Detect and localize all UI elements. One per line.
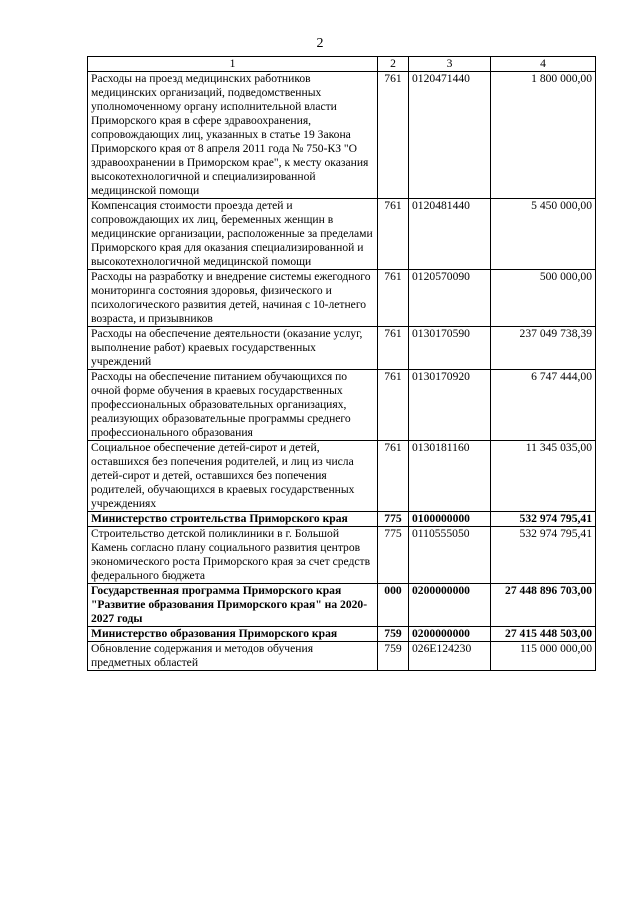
row-name: Расходы на проезд медицинских работников медицинских организаций, подведомственных уполномоченному органу исполнительной власти Приморского края в сфере здравоохранения, сопровождающих лиц, указанных в статье 19 Закона Приморского края от 8 апреля 2011 года № 750-КЗ "О здравоохранении в Приморском крае", к месту оказания высокотехнологичной и специализированной медицинской помощи — [88, 72, 378, 199]
row-code: 026E124230 — [409, 642, 491, 671]
table-row-section — [88, 512, 596, 527]
row-amount: 532 974 795,41 — [491, 527, 596, 584]
row-name: Компенсация стоимости проезда детей и сопровождающих их лиц, беременных женщин в медицинские организации, расположенные за пределами Приморского края для оказания специализированной и высокотехнологичной медицинской помощи — [88, 199, 378, 270]
row-ved: 761 — [378, 327, 409, 370]
row-code: 0130170920 — [409, 370, 491, 441]
row-amount: 1 800 000,00 — [491, 72, 596, 199]
row-name: Министерство образования Приморского края — [88, 627, 378, 642]
row-ved: 759 — [378, 627, 409, 642]
table-row — [88, 327, 596, 370]
row-ved: 759 — [378, 642, 409, 671]
row-amount: 6 747 444,00 — [491, 370, 596, 441]
column-header-ved: 2 — [378, 57, 409, 72]
row-ved: 775 — [378, 527, 409, 584]
table-row — [88, 527, 596, 584]
table-row — [88, 199, 596, 270]
row-code: 0120570090 — [409, 270, 491, 327]
row-name: Строительство детской поликлиники в г. Большой Камень согласно плану социального развития центров экономического роста Приморского края за счет средств федерального бюджета — [88, 527, 378, 584]
row-name: Расходы на обеспечение деятельности (оказание услуг, выполнение работ) краевых государственных учреждений — [88, 327, 378, 370]
row-code: 0130170590 — [409, 327, 491, 370]
row-amount: 11 345 035,00 — [491, 441, 596, 512]
budget-table — [87, 56, 596, 671]
table-row — [88, 72, 596, 199]
table-row — [88, 270, 596, 327]
row-name: Расходы на разработку и внедрение системы ежегодного мониторинга состояния здоровья, физического и психологического развития детей, начиная с 10-летнего возраста, и призывников — [88, 270, 378, 327]
row-code: 0200000000 — [409, 584, 491, 627]
row-code: 0130181160 — [409, 441, 491, 512]
table-row-section — [88, 584, 596, 627]
row-ved: 761 — [378, 72, 409, 199]
row-amount: 500 000,00 — [491, 270, 596, 327]
row-name: Государственная программа Приморского края "Развитие образования Приморского края" на 2020-2027 годы — [88, 584, 378, 627]
page-number: 2 — [316, 36, 324, 51]
table-row — [88, 370, 596, 441]
column-header-code: 3 — [409, 57, 491, 72]
row-name: Министерство строительства Приморского края — [88, 512, 378, 527]
row-amount: 237 049 738,39 — [491, 327, 596, 370]
row-ved: 000 — [378, 584, 409, 627]
row-ved: 761 — [378, 441, 409, 512]
row-code: 0120471440 — [409, 72, 491, 199]
row-amount: 5 450 000,00 — [491, 199, 596, 270]
row-code: 0200000000 — [409, 627, 491, 642]
row-ved: 761 — [378, 270, 409, 327]
table-row-section — [88, 627, 596, 642]
row-amount: 27 415 448 503,00 — [491, 627, 596, 642]
table-row — [88, 642, 596, 671]
table-row — [88, 441, 596, 512]
row-name: Расходы на обеспечение питанием обучающихся по очной форме обучения в краевых государственных профессиональных образовательных организациях, реализующих образовательные программы среднего профессионального образования — [88, 370, 378, 441]
row-name: Обновление содержания и методов обучения предметных областей — [88, 642, 378, 671]
row-ved: 761 — [378, 199, 409, 270]
row-amount: 115 000 000,00 — [491, 642, 596, 671]
row-code: 0110555050 — [409, 527, 491, 584]
row-name: Социальное обеспечение детей-сирот и детей, оставшихся без попечения родителей, и лиц из числа детей-сирот и детей, оставшихся без попечения родителей, обучающихся в краевых государственных учреждениях — [88, 441, 378, 512]
row-code: 0100000000 — [409, 512, 491, 527]
row-amount: 532 974 795,41 — [491, 512, 596, 527]
row-amount: 27 448 896 703,00 — [491, 584, 596, 627]
row-code: 0120481440 — [409, 199, 491, 270]
table-header-row — [88, 57, 596, 72]
column-header-name: 1 — [88, 57, 378, 72]
row-ved: 775 — [378, 512, 409, 527]
row-ved: 761 — [378, 370, 409, 441]
column-header-amount: 4 — [491, 57, 596, 72]
